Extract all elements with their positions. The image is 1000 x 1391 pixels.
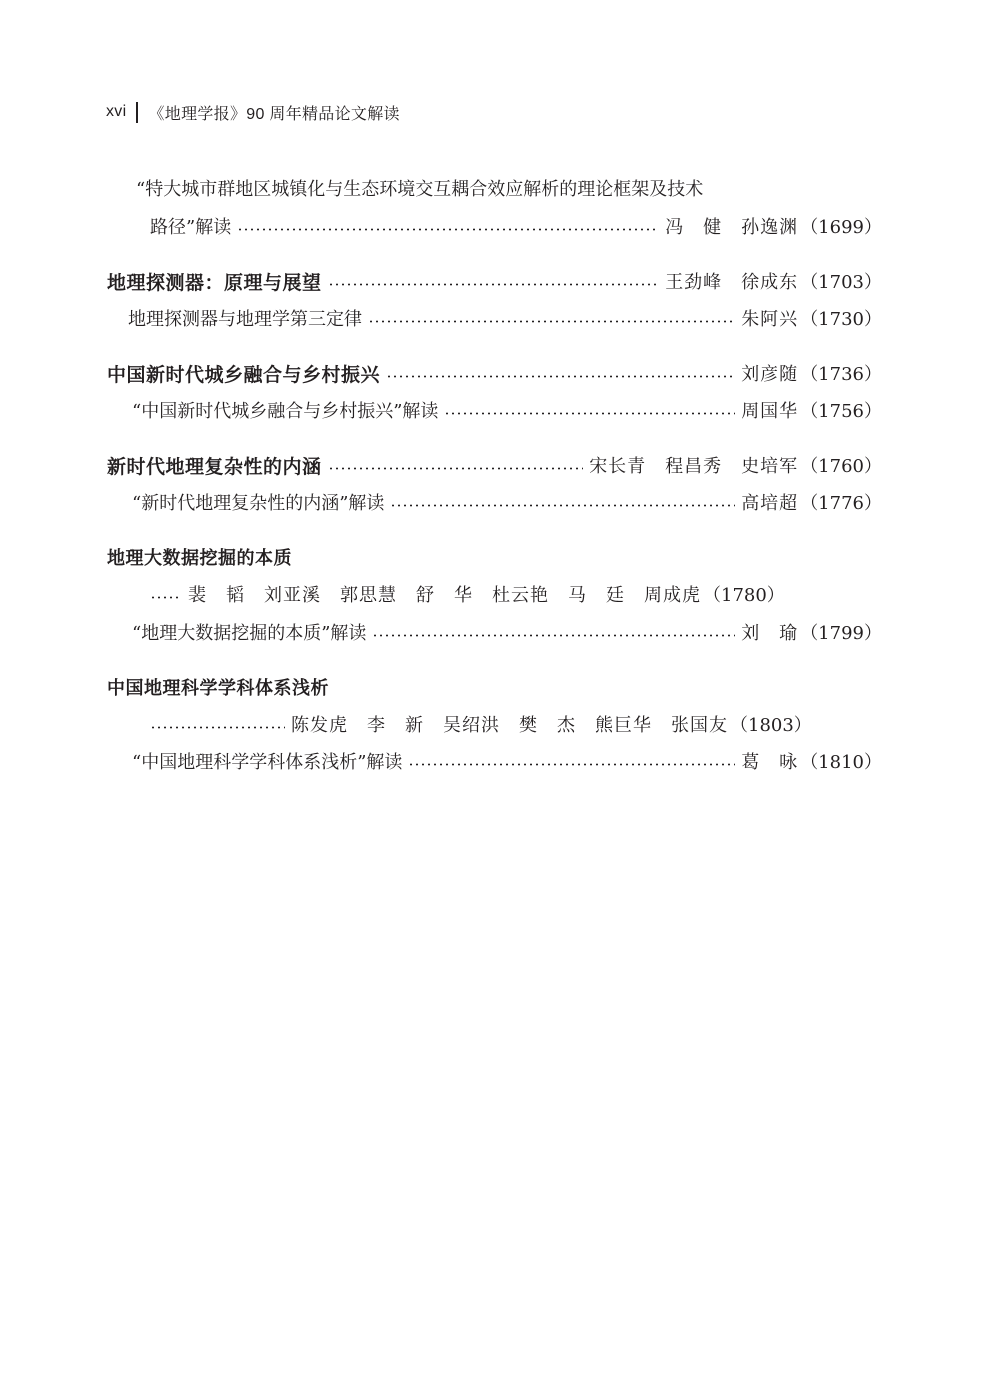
leader-dots <box>390 504 735 507</box>
toc-entry[interactable] <box>132 395 882 425</box>
toc-entry[interactable] <box>107 450 882 480</box>
toc-entry-title: “新时代地理复杂性的内涵”解读 <box>132 493 385 514</box>
leader-dots <box>328 467 584 470</box>
leader-dots <box>368 320 735 323</box>
toc-entry-title: “中国地理科学学科体系浅析”解读 <box>132 752 403 773</box>
toc-entry-title: 新时代地理复杂性的内涵 <box>107 455 322 478</box>
toc-entry-authors: 周国华 <box>741 401 799 422</box>
toc-entry[interactable] <box>132 617 882 647</box>
toc-entry-authors: 裴 韬 刘亚溪 郭思慧 舒 华 杜云艳 马 廷 周成虎 <box>188 585 701 606</box>
toc-entry[interactable] <box>132 746 882 776</box>
toc-entry-page: （1810） <box>800 752 882 773</box>
toc-entry[interactable] <box>150 709 882 739</box>
toc-entry-authors: 刘彦随 <box>741 364 799 385</box>
toc-entry-page: （1699） <box>800 217 882 238</box>
toc-entry-page: （1703） <box>800 272 882 293</box>
toc-entry-title: “地理大数据挖掘的本质”解读 <box>132 623 367 644</box>
leader-dots <box>444 412 735 415</box>
toc-entry[interactable] <box>150 579 882 609</box>
toc-entry-title: 地理探测器与地理学第三定律 <box>128 309 362 330</box>
leader-dots <box>408 763 735 766</box>
toc-entry-authors: 冯 健 孙逸渊 <box>665 217 799 238</box>
leader-dots <box>372 634 735 637</box>
toc-entry[interactable] <box>107 266 882 296</box>
toc-entry-authors: 陈发虎 李 新 吴绍洪 樊 杰 熊巨华 张国友 <box>291 715 728 736</box>
toc-entry-authors: 高培超 <box>741 493 799 514</box>
toc-entry-title: 中国新时代城乡融合与乡村振兴 <box>107 363 381 386</box>
leader-dots <box>386 375 735 378</box>
toc-entry[interactable] <box>150 211 882 241</box>
book-title: 《地理学报》90 周年精品论文解读 <box>148 105 400 123</box>
leader-dots <box>150 596 182 599</box>
page-number: xvi <box>106 103 127 120</box>
running-header <box>106 100 400 124</box>
toc-entry-page: （1756） <box>800 401 882 422</box>
toc-entry-title: “中国新时代城乡融合与乡村振兴”解读 <box>132 401 439 422</box>
toc-entry[interactable] <box>128 303 882 333</box>
header-divider <box>136 102 138 123</box>
toc-entry-authors: 葛 咏 <box>741 752 799 773</box>
toc-entry-title-line1: “特大城市群地区城镇化与生态环境交互耦合效应解析的理论框架及技术 <box>136 179 704 200</box>
toc-entry-page: （1803） <box>730 715 812 736</box>
leader-dots <box>237 228 659 231</box>
toc-entry-page: （1736） <box>800 364 882 385</box>
leader-dots <box>328 283 660 286</box>
toc-entry[interactable] <box>132 487 882 517</box>
toc-entry-title-line2: 路径”解读 <box>150 217 232 238</box>
toc-entry-authors: 王劲峰 徐成东 <box>665 272 799 293</box>
toc-entry-page: （1730） <box>800 309 882 330</box>
toc-entry-page: （1780） <box>703 585 785 606</box>
toc-entry-page: （1760） <box>800 456 882 477</box>
toc-entry-page: （1799） <box>800 623 882 644</box>
toc-entry-page: （1776） <box>800 493 882 514</box>
toc-entry[interactable] <box>107 358 882 388</box>
toc-entry-authors: 刘 瑜 <box>741 623 799 644</box>
toc-entry-authors: 宋长青 程昌秀 史培军 <box>589 456 799 477</box>
toc-entry-title[interactable]: 中国地理科学学科体系浅析 <box>107 678 329 699</box>
toc-entry-title: 地理探测器：原理与展望 <box>107 271 322 294</box>
toc-entry-authors: 朱阿兴 <box>741 309 799 330</box>
leader-dots <box>150 726 285 729</box>
toc-entry-title[interactable]: 地理大数据挖掘的本质 <box>107 548 292 569</box>
